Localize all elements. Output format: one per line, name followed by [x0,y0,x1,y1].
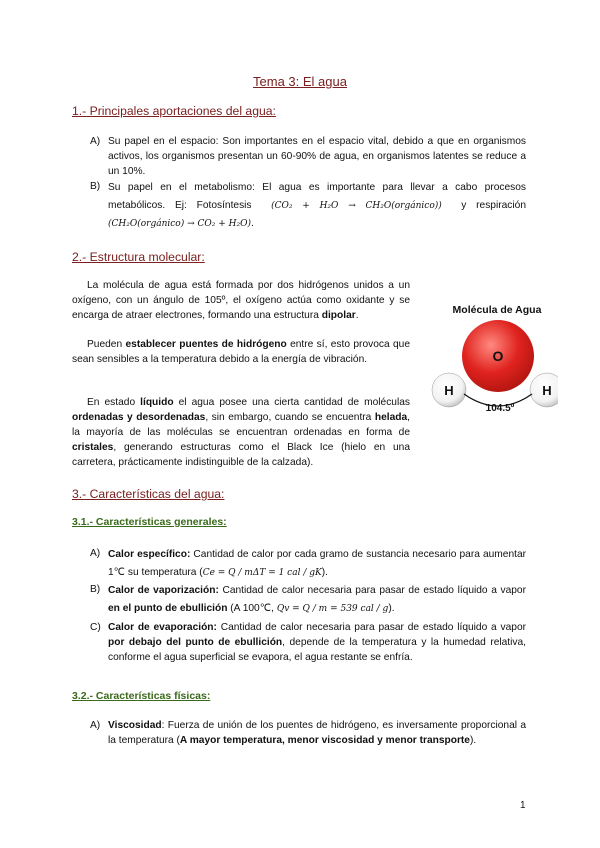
p2-bold: establecer puentes de hidrógeno [125,339,287,350]
item-bold-2: en el punto de ebullición [108,603,228,614]
section-2-heading: 2.- Estructura molecular: [72,250,205,264]
p3-bold-2: ordenadas y desordenadas [72,412,206,423]
p2-end: entre sí, esto provoca que sean sensibles a la temperatura debido a la energía de vibración. [72,339,410,365]
item-text-mid: y respiración [461,200,526,211]
item-label: A) [90,720,101,731]
bond-angle-label: 104.5º [485,403,515,414]
oxygen-label: O [492,348,504,364]
item-bold-2: A mayor temperatura, menor viscosidad y menor transporte [179,735,470,746]
item-end: ). [321,567,328,578]
item-text [108,179,526,233]
p3-text-a: En estado [87,397,141,408]
p1-end: . [355,310,359,321]
item-bold: Calor específico: [108,549,191,560]
list-item [90,582,526,618]
subsection-3-1-heading: 3.1.- Características generales: [72,516,227,528]
section-1-heading: 1.- Principales aportaciones del agua: [72,104,276,118]
water-molecule-figure [428,298,558,418]
item-bold: Viscosidad [108,720,162,731]
figure-caption: Molécula de Agua [452,304,542,316]
paragraph [72,278,410,323]
list-item [90,718,526,748]
p3-text-c: el agua posee una cierta cantidad de moléculas [173,397,410,408]
item-label: A) [90,548,101,559]
item-end: ). [469,735,477,746]
item-text: Su papel en el espacio: Son importantes en el espacio vital, debido a que en organismos activos, los organismos presentan un 60-90% de agua, en organismos latentes se reduce a un 10%. [108,136,526,177]
paragraph [72,395,410,470]
item-text [108,546,526,582]
p1-text: La molécula de agua está formada por dos hidrógenos unidos a un oxígeno, con un ángulo de 105º, el oxígeno actúa como oxidante y se encarga de atraer electrones, formando una estructura [72,280,410,321]
p3-text-f: , generando estructuras como el Black Ice (hielo en una carretera, prácticamente indistinguible de la calzada). [72,442,410,468]
subsection-3-2-heading: 3.2.- Características físicas: [72,690,211,702]
item-end: ). [388,603,395,614]
item-body: Cantidad de calor por cada gramo de sustancia necesario para aumentar 1℃ su temperatura ( [108,549,526,578]
item-bold-2: por debajo del punto de ebullición [108,637,283,648]
p3-bold-4: cristales [72,442,114,453]
item-label: C) [90,622,101,633]
p2-text: Pueden [87,339,126,350]
page-title: Tema 3: El agua [253,74,347,89]
paragraph [72,337,410,367]
list-item [90,134,526,179]
item-body: Cantidad de calor necesaria para pasar de estado líquido a vapor [216,622,527,633]
vaporization-formula: Qv = Q / m = 539 cal / g [276,604,389,614]
item-label: B) [90,181,101,192]
item-bold: Calor de evaporación: [108,622,217,633]
p3-bold-3: helada [374,412,408,423]
item-body-2: (A 100℃, [227,603,277,614]
hydrogen-left-label: H [444,383,454,398]
item-text-pre: Su papel en el metabolismo: El agua es importante para llevar a cabo procesos metabólicos. Ej: Fotosíntesis [108,182,526,211]
item-body-2: , depende de la temperatura y la humedad relativa, conforme el agua superficial se evapora, el agua restante se enfría. [108,637,526,663]
p3-bold-1: líquido [140,397,174,408]
section-3-heading: 3.- Características del agua: [72,487,225,501]
list-item [90,179,526,233]
item-label: B) [90,584,101,595]
item-body: : Fuerza de unión de los puentes de hidrógeno, es inversamente proporcional a la temperatura ( [108,720,526,746]
hydrogen-right-label: H [542,383,552,398]
list-item [90,620,526,665]
p3-text-d: , sin embargo, cuando se encuentra [205,412,375,423]
p1-bold: dipolar [321,310,356,321]
item-text [108,718,526,748]
specific-heat-formula: Ce = Q / mΔT = 1 cal / gK [202,568,322,578]
p3-text-e: , la mayoría de las moléculas se encuentran ordenadas en forma de [72,412,411,438]
page-number: 1 [520,800,526,811]
item-text [108,582,526,618]
list-item [90,546,526,582]
respiration-formula: (CH₂O(orgánico) → CO₂ + H₂O) [108,219,251,229]
item-body: Cantidad de calor necesaria para pasar de estado líquido a vapor [218,585,526,596]
item-bold: Calor de vaporización: [108,585,219,596]
photosynthesis-formula: (CO₂ + H₂O → CH₂O(orgánico)) [271,201,442,211]
item-label: A) [90,136,101,147]
item-text [108,620,526,665]
item-text-end: . [250,218,254,229]
